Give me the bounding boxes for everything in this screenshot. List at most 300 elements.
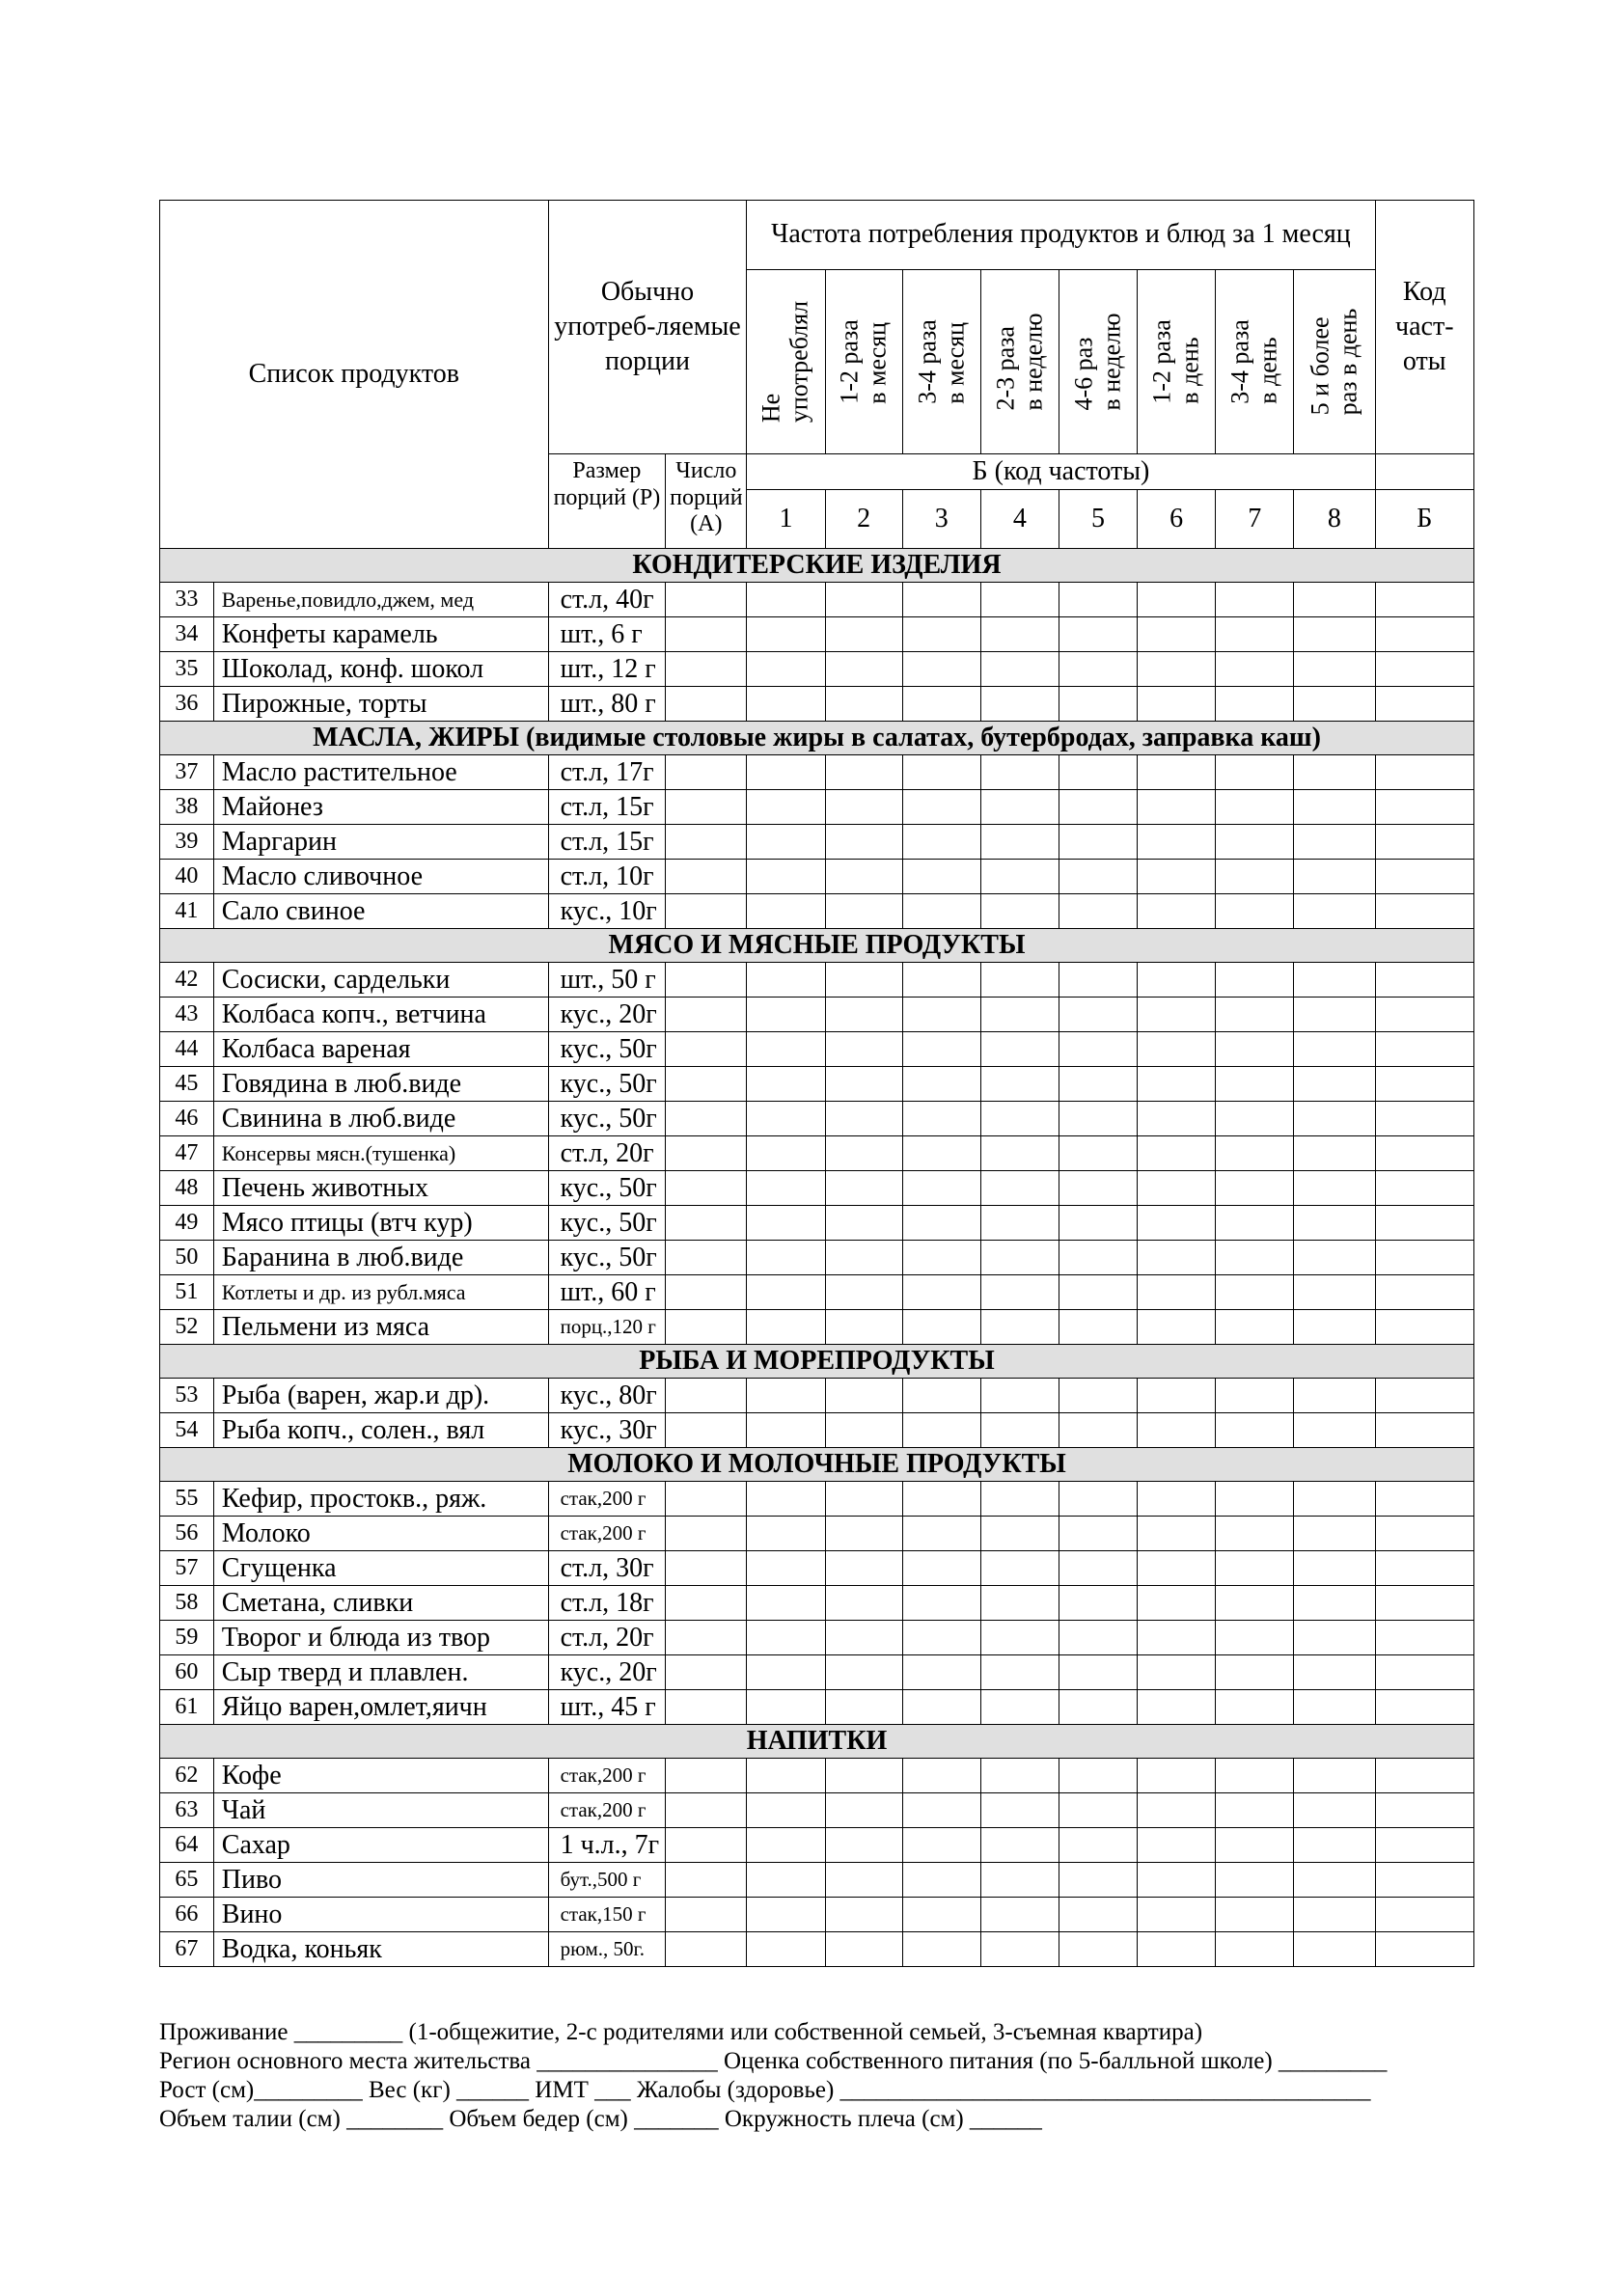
frequency-cell-8[interactable] — [1294, 583, 1375, 617]
frequency-cell-4[interactable] — [980, 1621, 1059, 1655]
frequency-cell-5[interactable] — [1059, 1586, 1137, 1621]
frequency-code-cell[interactable] — [1375, 687, 1473, 722]
frequency-cell-2[interactable] — [825, 790, 902, 825]
portion-count-cell[interactable] — [666, 1206, 747, 1241]
frequency-cell-1[interactable] — [747, 1241, 825, 1275]
frequency-cell-7[interactable] — [1216, 1482, 1294, 1517]
frequency-cell-3[interactable] — [902, 1102, 980, 1136]
frequency-cell-4[interactable] — [980, 652, 1059, 687]
frequency-cell-2[interactable] — [825, 583, 902, 617]
frequency-code-cell[interactable] — [1375, 1621, 1473, 1655]
frequency-cell-4[interactable] — [980, 998, 1059, 1032]
frequency-cell-3[interactable] — [902, 790, 980, 825]
frequency-cell-3[interactable] — [902, 894, 980, 929]
frequency-cell-1[interactable] — [747, 1793, 825, 1828]
frequency-cell-7[interactable] — [1216, 1655, 1294, 1690]
frequency-cell-8[interactable] — [1294, 894, 1375, 929]
frequency-cell-8[interactable] — [1294, 687, 1375, 722]
frequency-cell-5[interactable] — [1059, 1690, 1137, 1725]
frequency-cell-1[interactable] — [747, 963, 825, 998]
frequency-cell-7[interactable] — [1216, 583, 1294, 617]
frequency-code-cell[interactable] — [1375, 1413, 1473, 1448]
frequency-cell-5[interactable] — [1059, 894, 1137, 929]
frequency-cell-1[interactable] — [747, 755, 825, 790]
frequency-cell-8[interactable] — [1294, 1136, 1375, 1171]
frequency-cell-8[interactable] — [1294, 755, 1375, 790]
frequency-cell-2[interactable] — [825, 1586, 902, 1621]
frequency-cell-8[interactable] — [1294, 1482, 1375, 1517]
frequency-cell-5[interactable] — [1059, 583, 1137, 617]
frequency-cell-5[interactable] — [1059, 998, 1137, 1032]
frequency-cell-8[interactable] — [1294, 1517, 1375, 1551]
frequency-code-cell[interactable] — [1375, 894, 1473, 929]
frequency-cell-3[interactable] — [902, 1551, 980, 1586]
frequency-cell-2[interactable] — [825, 1171, 902, 1206]
frequency-cell-8[interactable] — [1294, 652, 1375, 687]
frequency-code-cell[interactable] — [1375, 1379, 1473, 1413]
frequency-cell-7[interactable] — [1216, 825, 1294, 860]
frequency-cell-8[interactable] — [1294, 1032, 1375, 1067]
frequency-cell-8[interactable] — [1294, 1793, 1375, 1828]
frequency-cell-5[interactable] — [1059, 1032, 1137, 1067]
frequency-code-cell[interactable] — [1375, 652, 1473, 687]
frequency-cell-3[interactable] — [902, 617, 980, 652]
frequency-cell-8[interactable] — [1294, 1690, 1375, 1725]
frequency-code-cell[interactable] — [1375, 1793, 1473, 1828]
frequency-cell-6[interactable] — [1138, 963, 1216, 998]
portion-count-cell[interactable] — [666, 1898, 747, 1932]
frequency-cell-6[interactable] — [1138, 1759, 1216, 1793]
frequency-cell-6[interactable] — [1138, 860, 1216, 894]
frequency-cell-5[interactable] — [1059, 1171, 1137, 1206]
portion-count-cell[interactable] — [666, 1690, 747, 1725]
frequency-cell-7[interactable] — [1216, 652, 1294, 687]
portion-count-cell[interactable] — [666, 687, 747, 722]
frequency-cell-1[interactable] — [747, 687, 825, 722]
frequency-cell-6[interactable] — [1138, 1032, 1216, 1067]
frequency-cell-1[interactable] — [747, 1932, 825, 1967]
frequency-cell-1[interactable] — [747, 790, 825, 825]
frequency-cell-6[interactable] — [1138, 652, 1216, 687]
frequency-code-cell[interactable] — [1375, 963, 1473, 998]
frequency-cell-3[interactable] — [902, 1828, 980, 1863]
portion-count-cell[interactable] — [666, 1482, 747, 1517]
frequency-cell-2[interactable] — [825, 1863, 902, 1898]
frequency-cell-1[interactable] — [747, 1898, 825, 1932]
frequency-code-cell[interactable] — [1375, 1241, 1473, 1275]
frequency-cell-6[interactable] — [1138, 1551, 1216, 1586]
portion-count-cell[interactable] — [666, 617, 747, 652]
frequency-cell-4[interactable] — [980, 1517, 1059, 1551]
frequency-cell-1[interactable] — [747, 1206, 825, 1241]
frequency-cell-6[interactable] — [1138, 687, 1216, 722]
frequency-cell-6[interactable] — [1138, 1793, 1216, 1828]
portion-count-cell[interactable] — [666, 755, 747, 790]
frequency-cell-3[interactable] — [902, 1898, 980, 1932]
frequency-cell-3[interactable] — [902, 755, 980, 790]
frequency-cell-7[interactable] — [1216, 1793, 1294, 1828]
frequency-cell-1[interactable] — [747, 1655, 825, 1690]
portion-count-cell[interactable] — [666, 652, 747, 687]
frequency-cell-7[interactable] — [1216, 1551, 1294, 1586]
frequency-cell-6[interactable] — [1138, 894, 1216, 929]
frequency-cell-1[interactable] — [747, 1863, 825, 1898]
frequency-cell-1[interactable] — [747, 825, 825, 860]
frequency-cell-3[interactable] — [902, 1759, 980, 1793]
frequency-cell-5[interactable] — [1059, 1898, 1137, 1932]
portion-count-cell[interactable] — [666, 1655, 747, 1690]
frequency-cell-4[interactable] — [980, 1241, 1059, 1275]
frequency-cell-1[interactable] — [747, 652, 825, 687]
frequency-cell-2[interactable] — [825, 687, 902, 722]
frequency-cell-4[interactable] — [980, 1586, 1059, 1621]
frequency-cell-5[interactable] — [1059, 790, 1137, 825]
frequency-cell-8[interactable] — [1294, 1551, 1375, 1586]
frequency-code-cell[interactable] — [1375, 1932, 1473, 1967]
frequency-cell-2[interactable] — [825, 755, 902, 790]
frequency-cell-2[interactable] — [825, 1310, 902, 1345]
frequency-code-cell[interactable] — [1375, 1310, 1473, 1345]
portion-count-cell[interactable] — [666, 1171, 747, 1206]
frequency-cell-2[interactable] — [825, 1759, 902, 1793]
frequency-cell-3[interactable] — [902, 1275, 980, 1310]
frequency-cell-4[interactable] — [980, 1275, 1059, 1310]
frequency-cell-4[interactable] — [980, 825, 1059, 860]
portion-count-cell[interactable] — [666, 998, 747, 1032]
frequency-cell-6[interactable] — [1138, 1136, 1216, 1171]
frequency-cell-6[interactable] — [1138, 1482, 1216, 1517]
frequency-cell-8[interactable] — [1294, 1621, 1375, 1655]
portion-count-cell[interactable] — [666, 1863, 747, 1898]
frequency-cell-4[interactable] — [980, 1102, 1059, 1136]
frequency-cell-2[interactable] — [825, 1032, 902, 1067]
frequency-cell-8[interactable] — [1294, 1379, 1375, 1413]
frequency-cell-2[interactable] — [825, 1482, 902, 1517]
frequency-cell-3[interactable] — [902, 1655, 980, 1690]
frequency-cell-2[interactable] — [825, 1898, 902, 1932]
frequency-cell-5[interactable] — [1059, 825, 1137, 860]
frequency-cell-7[interactable] — [1216, 1517, 1294, 1551]
frequency-cell-5[interactable] — [1059, 963, 1137, 998]
frequency-cell-8[interactable] — [1294, 1413, 1375, 1448]
frequency-cell-7[interactable] — [1216, 860, 1294, 894]
frequency-cell-8[interactable] — [1294, 1206, 1375, 1241]
portion-count-cell[interactable] — [666, 583, 747, 617]
portion-count-cell[interactable] — [666, 1828, 747, 1863]
frequency-cell-1[interactable] — [747, 1828, 825, 1863]
frequency-code-cell[interactable] — [1375, 1206, 1473, 1241]
frequency-cell-7[interactable] — [1216, 1863, 1294, 1898]
frequency-cell-3[interactable] — [902, 687, 980, 722]
frequency-cell-1[interactable] — [747, 1067, 825, 1102]
frequency-cell-3[interactable] — [902, 1932, 980, 1967]
frequency-cell-2[interactable] — [825, 652, 902, 687]
portion-count-cell[interactable] — [666, 1102, 747, 1136]
frequency-cell-3[interactable] — [902, 1171, 980, 1206]
frequency-cell-6[interactable] — [1138, 1171, 1216, 1206]
frequency-cell-4[interactable] — [980, 1032, 1059, 1067]
frequency-cell-1[interactable] — [747, 1586, 825, 1621]
frequency-cell-7[interactable] — [1216, 617, 1294, 652]
frequency-cell-5[interactable] — [1059, 1759, 1137, 1793]
frequency-cell-1[interactable] — [747, 583, 825, 617]
frequency-cell-7[interactable] — [1216, 1310, 1294, 1345]
frequency-cell-2[interactable] — [825, 825, 902, 860]
frequency-cell-4[interactable] — [980, 1793, 1059, 1828]
frequency-cell-8[interactable] — [1294, 825, 1375, 860]
frequency-cell-4[interactable] — [980, 755, 1059, 790]
frequency-cell-2[interactable] — [825, 1102, 902, 1136]
frequency-cell-2[interactable] — [825, 1241, 902, 1275]
frequency-cell-1[interactable] — [747, 1517, 825, 1551]
frequency-cell-1[interactable] — [747, 1310, 825, 1345]
frequency-cell-5[interactable] — [1059, 1482, 1137, 1517]
frequency-cell-7[interactable] — [1216, 1032, 1294, 1067]
frequency-cell-7[interactable] — [1216, 1171, 1294, 1206]
frequency-cell-4[interactable] — [980, 1551, 1059, 1586]
frequency-cell-3[interactable] — [902, 1310, 980, 1345]
frequency-cell-2[interactable] — [825, 1655, 902, 1690]
frequency-cell-8[interactable] — [1294, 1655, 1375, 1690]
footer-region-rating[interactable]: Регион основного места жительства _______________ Оценка собственного питания (по 5-балльной школе) _________ — [159, 2048, 1388, 2074]
frequency-cell-8[interactable] — [1294, 1759, 1375, 1793]
frequency-cell-4[interactable] — [980, 1828, 1059, 1863]
frequency-cell-1[interactable] — [747, 998, 825, 1032]
frequency-cell-8[interactable] — [1294, 1241, 1375, 1275]
frequency-code-cell[interactable] — [1375, 1482, 1473, 1517]
frequency-cell-6[interactable] — [1138, 1932, 1216, 1967]
frequency-cell-6[interactable] — [1138, 1413, 1216, 1448]
frequency-cell-2[interactable] — [825, 860, 902, 894]
frequency-cell-4[interactable] — [980, 894, 1059, 929]
portion-count-cell[interactable] — [666, 1586, 747, 1621]
frequency-cell-5[interactable] — [1059, 1379, 1137, 1413]
frequency-code-cell[interactable] — [1375, 583, 1473, 617]
frequency-cell-4[interactable] — [980, 790, 1059, 825]
frequency-cell-5[interactable] — [1059, 617, 1137, 652]
frequency-cell-6[interactable] — [1138, 1690, 1216, 1725]
frequency-cell-4[interactable] — [980, 1863, 1059, 1898]
frequency-cell-7[interactable] — [1216, 894, 1294, 929]
portion-count-cell[interactable] — [666, 1275, 747, 1310]
frequency-cell-1[interactable] — [747, 1482, 825, 1517]
frequency-cell-6[interactable] — [1138, 1379, 1216, 1413]
frequency-cell-2[interactable] — [825, 998, 902, 1032]
portion-count-cell[interactable] — [666, 1241, 747, 1275]
frequency-code-cell[interactable] — [1375, 1102, 1473, 1136]
frequency-cell-2[interactable] — [825, 617, 902, 652]
frequency-cell-3[interactable] — [902, 825, 980, 860]
frequency-cell-4[interactable] — [980, 1898, 1059, 1932]
frequency-cell-2[interactable] — [825, 1551, 902, 1586]
frequency-cell-7[interactable] — [1216, 1379, 1294, 1413]
frequency-cell-3[interactable] — [902, 1482, 980, 1517]
frequency-cell-8[interactable] — [1294, 1067, 1375, 1102]
frequency-cell-2[interactable] — [825, 1517, 902, 1551]
frequency-cell-7[interactable] — [1216, 998, 1294, 1032]
frequency-cell-4[interactable] — [980, 1413, 1059, 1448]
frequency-cell-7[interactable] — [1216, 1621, 1294, 1655]
footer-measurements[interactable]: Объем талии (см) ________ Объем бедер (см) _______ Окружность плеча (см) ______ — [159, 2106, 1042, 2132]
frequency-cell-8[interactable] — [1294, 1310, 1375, 1345]
frequency-cell-3[interactable] — [902, 1241, 980, 1275]
frequency-cell-7[interactable] — [1216, 1067, 1294, 1102]
frequency-cell-2[interactable] — [825, 1932, 902, 1967]
frequency-cell-4[interactable] — [980, 617, 1059, 652]
frequency-cell-1[interactable] — [747, 1171, 825, 1206]
frequency-cell-5[interactable] — [1059, 1793, 1137, 1828]
frequency-cell-6[interactable] — [1138, 1655, 1216, 1690]
frequency-cell-7[interactable] — [1216, 1759, 1294, 1793]
frequency-cell-3[interactable] — [902, 1379, 980, 1413]
frequency-code-cell[interactable] — [1375, 617, 1473, 652]
frequency-cell-5[interactable] — [1059, 860, 1137, 894]
frequency-code-cell[interactable] — [1375, 1517, 1473, 1551]
frequency-cell-6[interactable] — [1138, 617, 1216, 652]
frequency-code-cell[interactable] — [1375, 790, 1473, 825]
frequency-cell-1[interactable] — [747, 1413, 825, 1448]
portion-count-cell[interactable] — [666, 1759, 747, 1793]
frequency-cell-1[interactable] — [747, 1379, 825, 1413]
frequency-cell-4[interactable] — [980, 1932, 1059, 1967]
frequency-cell-8[interactable] — [1294, 1102, 1375, 1136]
frequency-cell-6[interactable] — [1138, 998, 1216, 1032]
frequency-cell-4[interactable] — [980, 1067, 1059, 1102]
frequency-cell-5[interactable] — [1059, 1241, 1137, 1275]
frequency-cell-6[interactable] — [1138, 1863, 1216, 1898]
frequency-cell-8[interactable] — [1294, 1898, 1375, 1932]
frequency-cell-6[interactable] — [1138, 1275, 1216, 1310]
frequency-cell-5[interactable] — [1059, 1067, 1137, 1102]
frequency-cell-5[interactable] — [1059, 1517, 1137, 1551]
frequency-code-cell[interactable] — [1375, 1032, 1473, 1067]
frequency-cell-6[interactable] — [1138, 1586, 1216, 1621]
frequency-cell-4[interactable] — [980, 963, 1059, 998]
frequency-cell-2[interactable] — [825, 1413, 902, 1448]
frequency-code-cell[interactable] — [1375, 998, 1473, 1032]
frequency-cell-4[interactable] — [980, 1482, 1059, 1517]
frequency-cell-4[interactable] — [980, 1310, 1059, 1345]
frequency-code-cell[interactable] — [1375, 1655, 1473, 1690]
portion-count-cell[interactable] — [666, 1310, 747, 1345]
portion-count-cell[interactable] — [666, 894, 747, 929]
portion-count-cell[interactable] — [666, 1517, 747, 1551]
frequency-code-cell[interactable] — [1375, 1136, 1473, 1171]
frequency-cell-4[interactable] — [980, 1759, 1059, 1793]
frequency-cell-7[interactable] — [1216, 790, 1294, 825]
frequency-cell-7[interactable] — [1216, 1932, 1294, 1967]
frequency-cell-6[interactable] — [1138, 1241, 1216, 1275]
frequency-cell-6[interactable] — [1138, 1621, 1216, 1655]
frequency-cell-7[interactable] — [1216, 1898, 1294, 1932]
frequency-cell-8[interactable] — [1294, 1863, 1375, 1898]
frequency-code-cell[interactable] — [1375, 1171, 1473, 1206]
frequency-cell-4[interactable] — [980, 1206, 1059, 1241]
frequency-cell-1[interactable] — [747, 1102, 825, 1136]
frequency-cell-8[interactable] — [1294, 617, 1375, 652]
frequency-cell-5[interactable] — [1059, 1932, 1137, 1967]
frequency-cell-2[interactable] — [825, 1275, 902, 1310]
frequency-cell-2[interactable] — [825, 1067, 902, 1102]
frequency-cell-5[interactable] — [1059, 1413, 1137, 1448]
frequency-cell-1[interactable] — [747, 1551, 825, 1586]
frequency-cell-7[interactable] — [1216, 1241, 1294, 1275]
portion-count-cell[interactable] — [666, 963, 747, 998]
frequency-cell-6[interactable] — [1138, 1898, 1216, 1932]
frequency-cell-2[interactable] — [825, 1379, 902, 1413]
frequency-cell-6[interactable] — [1138, 1206, 1216, 1241]
frequency-cell-3[interactable] — [902, 963, 980, 998]
frequency-code-cell[interactable] — [1375, 860, 1473, 894]
frequency-cell-2[interactable] — [825, 1793, 902, 1828]
frequency-code-cell[interactable] — [1375, 1275, 1473, 1310]
frequency-cell-3[interactable] — [902, 1206, 980, 1241]
frequency-cell-1[interactable] — [747, 1032, 825, 1067]
frequency-cell-5[interactable] — [1059, 1655, 1137, 1690]
frequency-cell-7[interactable] — [1216, 1586, 1294, 1621]
frequency-cell-7[interactable] — [1216, 1206, 1294, 1241]
frequency-cell-6[interactable] — [1138, 1102, 1216, 1136]
frequency-cell-7[interactable] — [1216, 1102, 1294, 1136]
frequency-code-cell[interactable] — [1375, 1690, 1473, 1725]
frequency-cell-5[interactable] — [1059, 1863, 1137, 1898]
frequency-cell-8[interactable] — [1294, 790, 1375, 825]
frequency-cell-5[interactable] — [1059, 1310, 1137, 1345]
frequency-cell-3[interactable] — [902, 860, 980, 894]
frequency-cell-3[interactable] — [902, 1621, 980, 1655]
frequency-cell-4[interactable] — [980, 1690, 1059, 1725]
frequency-cell-8[interactable] — [1294, 1586, 1375, 1621]
frequency-cell-1[interactable] — [747, 1690, 825, 1725]
frequency-cell-5[interactable] — [1059, 1621, 1137, 1655]
frequency-cell-5[interactable] — [1059, 1102, 1137, 1136]
frequency-cell-8[interactable] — [1294, 1275, 1375, 1310]
frequency-code-cell[interactable] — [1375, 1759, 1473, 1793]
frequency-cell-3[interactable] — [902, 1136, 980, 1171]
frequency-cell-6[interactable] — [1138, 790, 1216, 825]
frequency-cell-4[interactable] — [980, 860, 1059, 894]
frequency-cell-1[interactable] — [747, 860, 825, 894]
frequency-cell-1[interactable] — [747, 1759, 825, 1793]
frequency-cell-3[interactable] — [902, 652, 980, 687]
frequency-code-cell[interactable] — [1375, 755, 1473, 790]
frequency-cell-3[interactable] — [902, 583, 980, 617]
frequency-cell-8[interactable] — [1294, 1828, 1375, 1863]
frequency-cell-1[interactable] — [747, 1136, 825, 1171]
portion-count-cell[interactable] — [666, 1136, 747, 1171]
frequency-cell-2[interactable] — [825, 1828, 902, 1863]
frequency-code-cell[interactable] — [1375, 1828, 1473, 1863]
frequency-cell-1[interactable] — [747, 894, 825, 929]
frequency-cell-7[interactable] — [1216, 1275, 1294, 1310]
portion-count-cell[interactable] — [666, 1379, 747, 1413]
portion-count-cell[interactable] — [666, 1032, 747, 1067]
frequency-cell-6[interactable] — [1138, 825, 1216, 860]
frequency-cell-7[interactable] — [1216, 687, 1294, 722]
frequency-cell-3[interactable] — [902, 1413, 980, 1448]
frequency-cell-3[interactable] — [902, 1032, 980, 1067]
frequency-cell-3[interactable] — [902, 1586, 980, 1621]
frequency-code-cell[interactable] — [1375, 1551, 1473, 1586]
frequency-cell-8[interactable] — [1294, 1171, 1375, 1206]
frequency-cell-4[interactable] — [980, 687, 1059, 722]
frequency-cell-2[interactable] — [825, 1690, 902, 1725]
frequency-cell-8[interactable] — [1294, 963, 1375, 998]
frequency-cell-5[interactable] — [1059, 652, 1137, 687]
frequency-cell-6[interactable] — [1138, 583, 1216, 617]
frequency-code-cell[interactable] — [1375, 1863, 1473, 1898]
frequency-cell-3[interactable] — [902, 1793, 980, 1828]
